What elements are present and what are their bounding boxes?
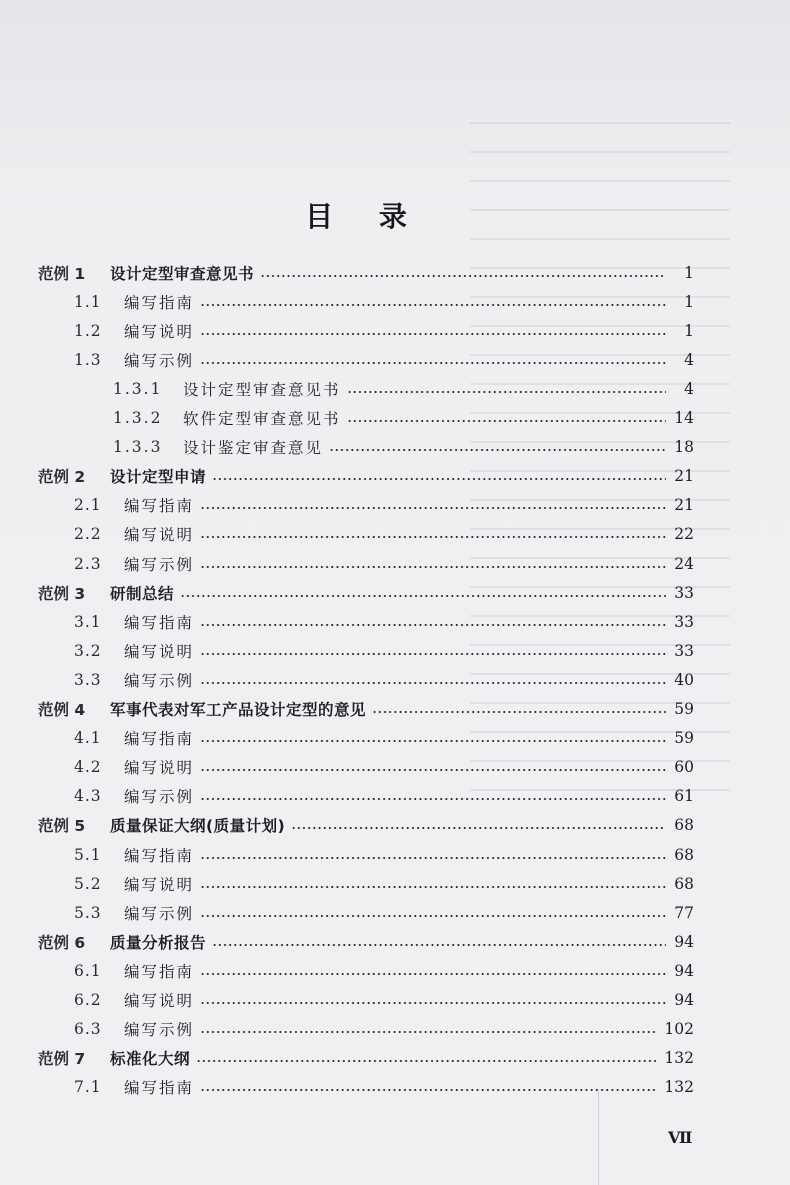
entry-page-number: 33 [674, 641, 694, 660]
dot-leader [196, 1060, 658, 1062]
toc-chapter-entry[interactable] [38, 695, 694, 724]
entry-page-number: 1 [684, 263, 694, 282]
entry-number: 2.3 [74, 554, 102, 573]
entry-title: 编写指南 [124, 613, 195, 632]
entry-page-number: 68 [674, 845, 694, 864]
dot-leader [200, 333, 666, 335]
entry-page-number: 4 [684, 350, 694, 369]
toc-section-entry[interactable] [74, 1015, 694, 1044]
entry-page-number: 18 [674, 438, 694, 457]
toc-section-entry[interactable] [113, 433, 694, 462]
entry-number: 范例 4 [38, 701, 86, 719]
dot-leader [200, 915, 666, 917]
dot-leader [347, 391, 666, 393]
entry-title: 质量分析报告 [110, 933, 207, 952]
entry-page-number: 94 [674, 991, 694, 1009]
entry-number: 范例 2 [38, 468, 86, 487]
entry-title: 编写示例 [124, 904, 195, 923]
entry-page-number: 33 [674, 612, 694, 631]
entry-page-number: 40 [674, 670, 694, 689]
entry-number: 3.1 [74, 612, 102, 631]
entry-title: 编写指南 [124, 1079, 195, 1098]
entry-title: 编写说明 [124, 759, 195, 778]
entry-number: 1.2 [74, 321, 102, 340]
entry-page-number: 22 [674, 525, 694, 544]
toc-chapter-entry[interactable] [38, 258, 694, 287]
toc-section-entry[interactable] [74, 316, 694, 345]
entry-page-number: 68 [674, 874, 694, 893]
entry-page-number: 24 [674, 554, 694, 573]
entry-page-number: 102 [664, 1020, 694, 1039]
entry-title: 军事代表对军工产品设计定型的意见 [110, 701, 367, 719]
entry-number: 4.2 [74, 758, 102, 777]
entry-title: 编写说明 [124, 992, 195, 1010]
dot-leader [200, 740, 666, 742]
entry-number: 7.1 [74, 1078, 102, 1097]
entry-title: 编写示例 [124, 788, 195, 807]
entry-number: 6.3 [74, 1020, 102, 1039]
dot-leader [347, 420, 666, 422]
entry-page-number: 94 [674, 932, 694, 951]
dot-leader [200, 769, 666, 771]
toc-section-entry[interactable] [113, 404, 694, 433]
dot-leader [200, 653, 666, 655]
entry-number: 3.2 [74, 641, 102, 660]
entry-title: 编写指南 [124, 846, 195, 865]
toc-chapter-entry[interactable] [38, 927, 694, 956]
entry-number: 1.3 [74, 350, 102, 369]
toc-section-entry[interactable] [74, 665, 694, 694]
entry-title: 编写示例 [124, 671, 195, 690]
dot-leader [212, 478, 666, 480]
entry-title: 编写示例 [124, 1021, 195, 1040]
toc-chapter-entry[interactable] [38, 578, 694, 607]
entry-title: 设计定型申请 [110, 468, 207, 487]
page-title: 目 录 [305, 200, 425, 233]
entry-page-number: 59 [674, 729, 694, 748]
toc-section-entry[interactable] [113, 374, 694, 403]
dot-leader [260, 275, 666, 277]
dot-leader [200, 566, 666, 568]
toc-chapter-entry[interactable] [38, 1044, 694, 1073]
dot-leader [200, 536, 666, 538]
toc-section-entry[interactable] [74, 724, 694, 753]
page-number-folio: Ⅶ [668, 1128, 692, 1147]
dot-leader [200, 362, 666, 364]
entry-title: 编写说明 [124, 875, 195, 894]
entry-title: 软件定型审查意见书 [183, 410, 341, 428]
dot-leader [200, 1002, 666, 1004]
toc-section-entry[interactable] [74, 956, 694, 985]
dot-leader [212, 944, 666, 946]
entry-number: 1.1 [74, 292, 102, 311]
entry-page-number: 94 [674, 961, 694, 980]
entry-number: 5.2 [74, 874, 102, 893]
entry-page-number: 14 [674, 409, 694, 427]
toc-section-entry[interactable] [74, 491, 694, 520]
entry-number: 4.1 [74, 729, 102, 748]
entry-number: 1.3.2 [113, 409, 163, 427]
toc-section-entry[interactable] [74, 607, 694, 636]
entry-number: 1.3.3 [113, 438, 163, 457]
entry-title: 设计定型审查意见书 [183, 380, 341, 399]
entry-title: 编写指南 [124, 962, 195, 981]
entry-number: 4.3 [74, 787, 102, 806]
entry-number: 范例 5 [38, 817, 86, 836]
dot-leader [200, 624, 666, 626]
dot-leader [200, 857, 666, 859]
page-crease [598, 1090, 599, 1185]
entry-number: 1.3.1 [113, 379, 163, 398]
dot-leader [200, 1031, 658, 1033]
toc-section-entry[interactable] [74, 898, 694, 927]
entry-number: 范例 3 [38, 584, 86, 603]
dot-leader [180, 595, 666, 597]
dot-leader [200, 507, 666, 509]
dot-leader [372, 711, 666, 713]
entry-title: 编写说明 [124, 322, 195, 341]
entry-title: 编写示例 [124, 351, 195, 370]
dot-leader [200, 1089, 658, 1091]
dot-leader [291, 827, 666, 829]
toc-section-entry[interactable] [74, 840, 694, 869]
entry-page-number: 21 [674, 496, 694, 515]
toc-chapter-entry[interactable] [38, 462, 694, 491]
toc-section-entry[interactable] [74, 549, 694, 578]
dot-leader [200, 886, 666, 888]
toc-section-entry[interactable] [74, 520, 694, 549]
entry-number: 范例 6 [38, 933, 86, 952]
entry-number: 5.3 [74, 903, 102, 922]
entry-number: 2.2 [74, 525, 102, 544]
toc-section-entry[interactable] [74, 636, 694, 665]
entry-number: 范例 1 [38, 264, 86, 283]
entry-title: 编写说明 [124, 526, 195, 545]
toc-section-entry[interactable] [74, 287, 694, 316]
toc-section-entry[interactable] [74, 782, 694, 811]
entry-number: 3.3 [74, 670, 102, 689]
entry-page-number: 4 [684, 379, 694, 398]
entry-page-number: 77 [674, 903, 694, 922]
entry-title: 质量保证大纲(质量计划) [110, 817, 286, 836]
entry-page-number: 21 [674, 467, 694, 486]
dot-leader [200, 682, 666, 684]
dot-leader [200, 973, 666, 975]
dot-leader [200, 304, 666, 306]
entry-number: 6.1 [74, 961, 102, 980]
entry-title: 编写示例 [124, 555, 195, 574]
entry-title: 编写指南 [124, 497, 195, 516]
toc-section-entry[interactable] [74, 869, 694, 898]
dot-leader [329, 449, 666, 451]
entry-title: 研制总结 [110, 584, 175, 603]
entry-number: 2.1 [74, 496, 102, 515]
entry-page-number: 132 [664, 1078, 694, 1097]
entry-page-number: 1 [684, 321, 694, 340]
entry-page-number: 59 [674, 700, 694, 718]
entry-title: 设计定型审查意见书 [110, 264, 255, 283]
toc-section-entry[interactable] [74, 753, 694, 782]
dot-leader [200, 798, 666, 800]
entry-title: 编写说明 [124, 642, 195, 661]
entry-title: 设计鉴定审查意见 [183, 439, 324, 458]
entry-title: 编写指南 [124, 730, 195, 749]
entry-page-number: 68 [674, 816, 694, 835]
entry-title: 标准化大纲 [110, 1050, 191, 1069]
entry-number: 范例 7 [38, 1050, 86, 1069]
toc-section-entry[interactable] [74, 986, 694, 1015]
toc-chapter-entry[interactable] [38, 811, 694, 840]
entry-page-number: 33 [674, 583, 694, 602]
entry-page-number: 61 [674, 787, 694, 806]
entry-title: 编写指南 [124, 293, 195, 312]
entry-number: 5.1 [74, 845, 102, 864]
entry-number: 6.2 [74, 991, 102, 1009]
entry-page-number: 60 [674, 758, 694, 777]
entry-page-number: 132 [664, 1049, 694, 1068]
toc-section-entry[interactable] [74, 1073, 694, 1102]
entry-page-number: 1 [684, 292, 694, 311]
toc-section-entry[interactable] [74, 345, 694, 374]
